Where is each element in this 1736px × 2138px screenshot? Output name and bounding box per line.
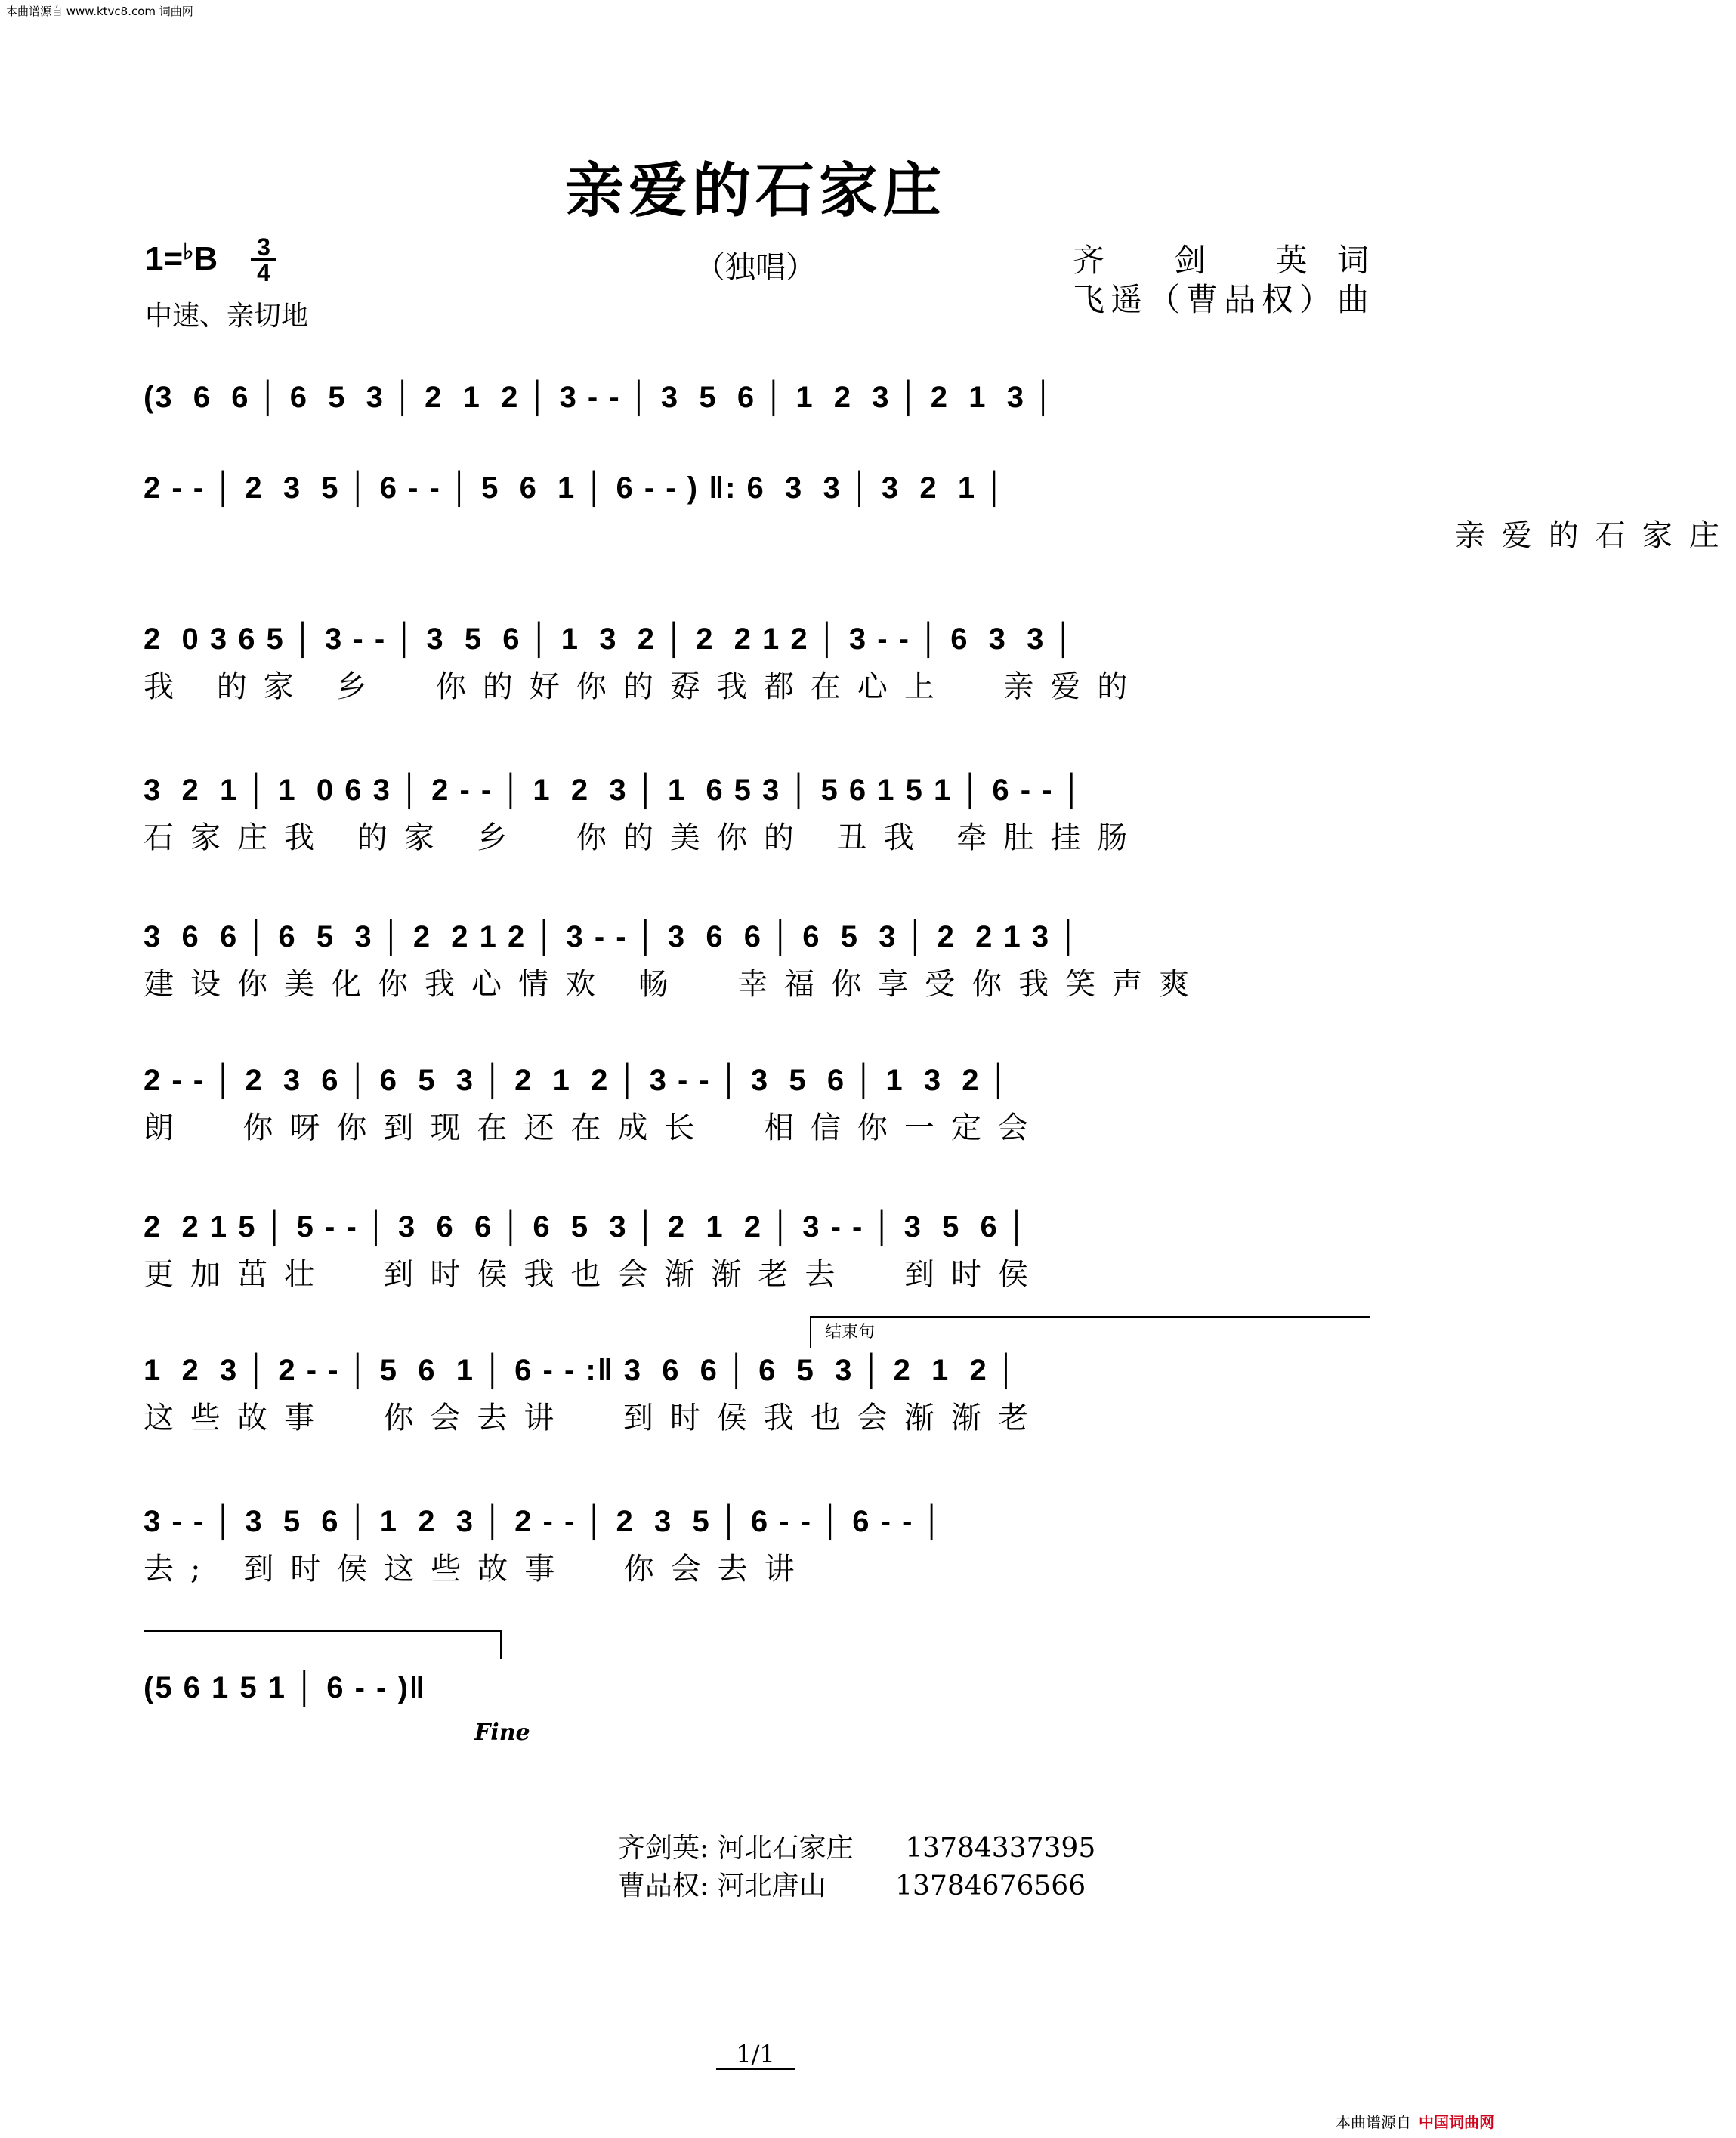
system-notes: 2 - - │ 2 3 5 │ 6 - - │ 5 6 1 │ 6 - - ) ‖: 6 3 3 │ 3 2 1 │ (144, 471, 1007, 505)
performance-mode: （独唱） (695, 250, 816, 285)
contact-name: 齐剑英: (618, 1833, 709, 1864)
system-notes: 3 6 6 │ 6 5 3 │ 2 2 1 2 │ 3 - - │ 3 6 6 │ 6 5 3 │ 2 2 1 3 │ (144, 920, 1081, 953)
contact-place: 河北唐山 (717, 1871, 826, 1902)
composer-credit: 飞遥（曹品权）曲 (1073, 281, 1369, 318)
system-lyrics: 这些故事 你会去讲 到时侯我也会渐渐老 (144, 1401, 1045, 1435)
system-notes: 1 2 3 │ 2 - - │ 5 6 1 │ 6 - - :‖ 3 6 6 │ 6 5 3 │ 2 1 2 │ (144, 1354, 1018, 1387)
contact-place: 河北石家庄 (717, 1833, 854, 1864)
footer-site-link[interactable]: 中国词曲网 (1419, 2113, 1494, 2131)
system-lyrics: 亲爱的石家庄 (144, 518, 1736, 553)
footer-source-text: 本曲谱源自 (1336, 2113, 1411, 2131)
system-notes: 2 2 1 5 │ 5 - - │ 3 6 6 │ 6 5 3 │ 2 1 2 │ 3 - - │ 3 5 6 │ (144, 1210, 1029, 1244)
system-notes: 2 - - │ 2 3 6 │ 6 5 3 │ 2 1 2 │ 3 - - │ 3 5 6 │ 1 3 2 │ (144, 1064, 1011, 1097)
time-signature-bottom: 4 (257, 259, 270, 286)
system-lyrics: 建设你美化你我心情欢 畅 幸福你享受你我笑声爽 (144, 967, 1206, 1002)
key-prefix: 1= (145, 240, 184, 277)
contact-phone: 13784676566 (895, 1871, 1086, 1902)
system-notes: (3 6 6 │ 6 5 3 │ 2 1 2 │ 3 - - │ 3 5 6 │ 1 2 3 │ 2 1 3 │ (144, 381, 1056, 414)
system-notes: 3 - - │ 3 5 6 │ 1 2 3 │ 2 - - │ 2 3 5 │ 6 - - │ 6 - - │ (144, 1505, 944, 1538)
contact-name: 曹品权: (618, 1871, 709, 1902)
fine-marking: Fine (474, 1719, 530, 1746)
key-signature (145, 239, 218, 278)
contact-line (618, 1827, 1095, 1865)
system-notes: 3 2 1 │ 1 0 6 3 │ 2 - - │ 1 2 3 │ 1 6 5 3 │ 5 6 1 5 1 │ 6 - - │ (144, 774, 1084, 807)
contact-line (618, 1865, 1086, 1903)
lyricist-credit: 齐 剑 英词 (1073, 242, 1369, 279)
song-title: 亲爱的石家庄 (564, 156, 946, 225)
system-lyrics: 石家庄我 的家 乡 你的美你的 丑我 牵肚挂肠 (144, 820, 1144, 855)
flat-sign-icon: ♭ (183, 239, 194, 264)
page-number: 1/1 (0, 2040, 1511, 2068)
system-lyrics: 更加茁壮 到时侯我也会渐渐老去 到时侯 (144, 1257, 1045, 1292)
system-notes: (5 6 1 5 1 │ 6 - - )‖ (144, 1671, 426, 1704)
system-lyrics: 去; 到时侯这些故事 你会去讲 (144, 1552, 811, 1587)
system-lyrics: 我 的家 乡 你的好你的孬我都在心上 亲爱的 (144, 669, 1144, 704)
time-signature (251, 233, 276, 286)
ending-bracket (810, 1316, 1370, 1348)
footer-source (1336, 2110, 1494, 2132)
source-header: 本曲谱源自 www.ktvc8.com 词曲网 (6, 5, 193, 18)
system-notes: 2 0 3 6 5 │ 3 - - │ 3 5 6 │ 1 3 2 │ 2 2 1 2 │ 3 - - │ 6 3 3 │ (144, 623, 1076, 656)
ending-label: 结束句 (825, 1323, 876, 1342)
time-signature-top: 3 (257, 233, 270, 261)
key-note: B (193, 240, 218, 277)
tempo-marking: 中速、亲切地 (145, 301, 309, 332)
system-lyrics: 朗 你呀你到现在还在成长 相信你一定会 (144, 1111, 1045, 1145)
contact-phone: 13784337395 (905, 1833, 1096, 1864)
coda-bracket (144, 1630, 502, 1659)
